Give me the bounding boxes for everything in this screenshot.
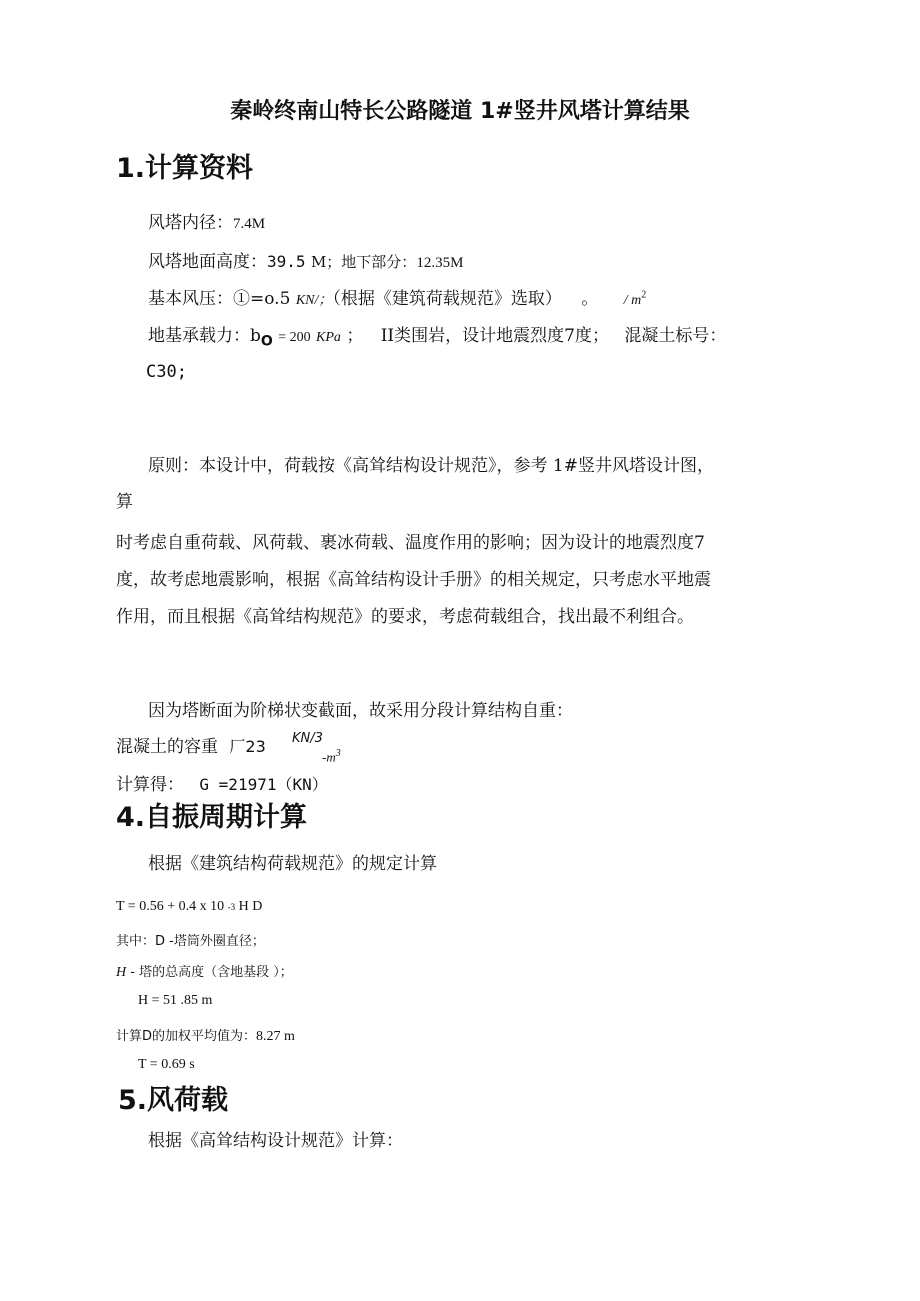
height-label: 风塔地面高度： — [148, 252, 267, 272]
wind-label: 基本风压：①=o.5 — [148, 289, 291, 309]
section-5-intro: 根据《高耸结构设计规范》计算： — [148, 1131, 403, 1151]
selfweight-result-line — [116, 770, 328, 795]
bearing-label: 地基承载力：b — [148, 326, 261, 346]
formula-exp: -3 — [227, 902, 236, 912]
formula-a: T = 0.56 + 0.4 x 10 — [116, 899, 225, 914]
section-1-heading: 1.计算资料 — [116, 153, 254, 184]
wind-m2: / m — [623, 293, 642, 308]
selfweight-intro: 因为塔断面为阶梯状变截面，故采用分段计算结构自重： — [148, 701, 573, 721]
density-unit-sup: 3 — [335, 748, 341, 759]
principle-line-2: 时考虑自重荷载、风荷载、裹冰荷载、温度作用的影响；因为设计的地震烈度7 — [116, 533, 705, 553]
principle-line-1b: 算 — [116, 492, 133, 512]
t-value: T = 0.69 s — [138, 1057, 195, 1072]
period-formula — [116, 899, 262, 915]
wind-dot: 。 — [581, 289, 599, 309]
principle-line-4: 作用，而且根据《高耸结构规范》的要求，考虑荷载组合，找出最不利组合。 — [116, 607, 694, 627]
concrete-label: 混凝土标号： — [624, 326, 727, 346]
where-d: D -塔筒外圈直径； — [155, 934, 265, 949]
density-unit-bottom — [322, 748, 341, 765]
d-average-line — [116, 1025, 295, 1045]
d-value: 8.27 m — [256, 1029, 295, 1044]
h-definition: - 塔的总高度（含地基段 ）； — [130, 965, 293, 980]
section-4-intro: 根据《建筑结构荷载规范》的规定计算 — [148, 854, 437, 874]
inner-diameter-line — [148, 208, 265, 233]
bearing-sep: ； — [346, 326, 364, 346]
density-label: 混凝土的容重 — [116, 737, 218, 757]
section-5-heading: 5.风荷载 — [118, 1085, 229, 1116]
density-unit-m: -m — [322, 749, 336, 765]
where-prefix: 其中： — [116, 934, 156, 949]
document-title: 秦岭终南山特长公路隧道 1#竖井风塔计算结果 — [230, 99, 690, 124]
concrete-value: C30; — [146, 362, 187, 382]
section-4-heading: 4.自振周期计算 — [116, 802, 308, 833]
density-unit-top: KN/3 — [292, 731, 323, 746]
height-value: 39.5 — [267, 252, 306, 271]
rock-class: II类围岩，设计地震烈度7度； — [380, 326, 609, 346]
result-value: G =21971（KN） — [199, 775, 328, 794]
inner-diameter-value: 7.4M — [233, 216, 266, 232]
density-line — [116, 732, 266, 757]
h-symbol: H — [116, 965, 127, 980]
d-label: 计算D的加权平均值为： — [116, 1029, 257, 1044]
where-h-line — [116, 961, 293, 981]
formula-b: H D — [238, 899, 263, 914]
wind-note: （根据《建筑荷载规范》选取） — [332, 289, 562, 309]
bearing-unit: KPa — [316, 330, 341, 345]
underground-value: 12.35M — [416, 255, 464, 271]
result-label: 计算得： — [116, 775, 184, 795]
bearing-sub: O — [260, 333, 273, 350]
bearing-value: = 200 — [278, 330, 311, 345]
principle-line-1: 原则：本设计中，荷载按《高耸结构设计规范》，参考 1#竖井风塔设计图， — [148, 456, 714, 476]
principle-line-3: 度，故考虑地震影响，根据《高耸结构设计手册》的相关规定，只考虑水平地震 — [116, 570, 711, 590]
wind-m2-sup: 2 — [641, 289, 647, 301]
h-value: H = 51 .85 m — [138, 993, 213, 1008]
inner-diameter-label: 风塔内径： — [148, 213, 233, 233]
density-value: 厂23 — [229, 737, 266, 756]
wind-unit: KN/； — [295, 293, 333, 308]
wind-pressure-line — [148, 284, 646, 309]
where-d-line — [116, 930, 265, 949]
height-line — [148, 247, 463, 272]
height-unit: M；地下部分： — [310, 253, 417, 271]
bearing-line — [148, 321, 808, 349]
